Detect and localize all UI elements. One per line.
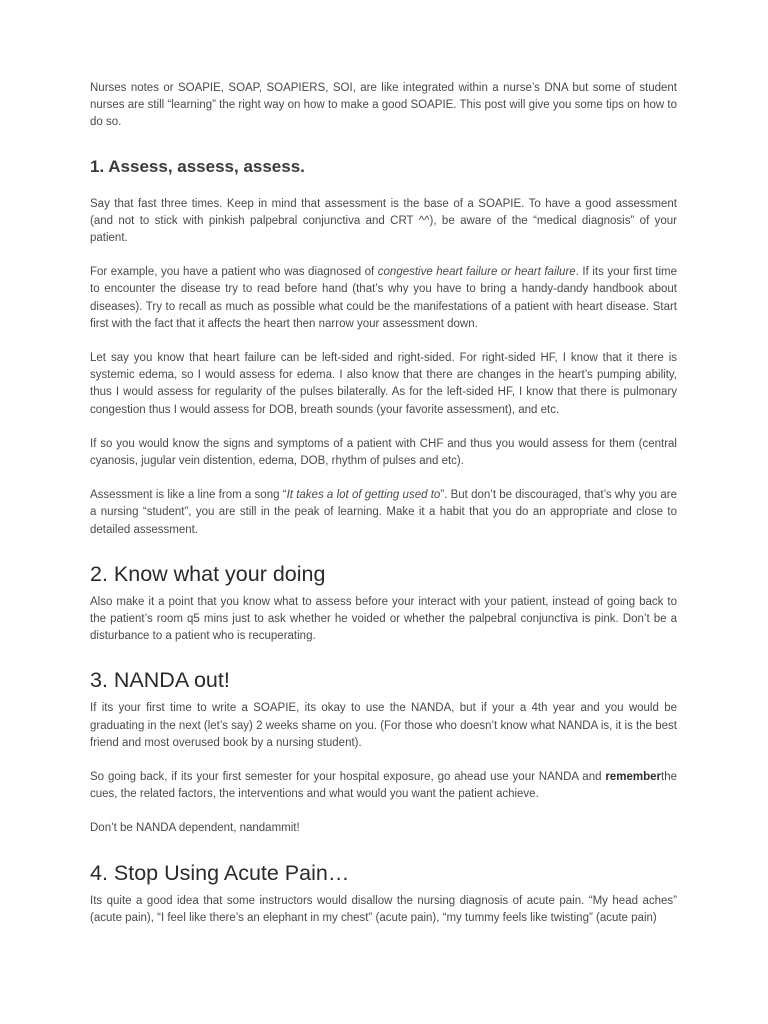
text-run: For example, you have a patient who was diagnosed of	[90, 266, 378, 279]
section-3-paragraph-3: Don’t be NANDA dependent, nandammit!	[90, 822, 300, 835]
section-4-heading: 4. Stop Using Acute Pain…	[90, 860, 350, 885]
intro-paragraph: Nurses notes or SOAPIE, SOAP, SOAPIERS, SOI, are like integrated within a nurse’s DNA but some of student nurses are still “learning” the right way on how to make a good SOAPIE. This post will give you some tips on how to do so.	[90, 82, 677, 129]
section-3-heading: 3. NANDA out!	[90, 668, 230, 693]
section-1-paragraph-4: If so you would know the signs and symptoms of a patient with CHF and thus you would assess for them (central cyanosis, jugular vein distention, edema, DOB, rhythm of pulses and etc).	[90, 437, 677, 468]
section-3-paragraph-1: If its your first time to write a SOAPIE, its okay to use the NANDA, but if your a 4th year and you would be graduating in the next (let’s say) 2 weeks shame on you. (For those who doesn’t know what NANDA is, it is the best friend and most overused book by a nursing student).	[90, 702, 677, 749]
section-2-heading: 2. Know what your doing	[90, 561, 326, 586]
section-1-paragraph-1: Say that fast three times. Keep in mind that assessment is the base of a SOAPIE. To have a good assessment (and not to stick with pinkish palpebral conjunctiva and CRT ^^), be aware of the “medical diagnosis” of your patient.	[90, 197, 677, 245]
text-run: . If its your first time to encounter the disease try to read before hand (that’s why you have to bring a handy-dandy handbook about diseases). Try to recall as much as possible what could be the manifestations of a patient with heart disease. Start first with the fact that it affects the heart then narrow your assessment down.	[90, 266, 678, 330]
text-run: the cues, the related factors, the interventions and what would you want the patient achieve.	[90, 771, 677, 801]
italic-text: It takes a lot of getting used to	[286, 489, 441, 502]
section-1-paragraph-3: Let say you know that heart failure can be left-sided and right-sided. For right-sided HF, I know that it there is systemic edema, so I would assess for edema. I also know that there are changes in the heart’s pumping ability, thus I would assess for regularity of the pulses bilaterally. As for the left-sided HF, I know that there is pulmonary congestion thus I would assess for DOB, breath sounds (your favorite assessment), and etc.	[90, 352, 677, 416]
section-2-paragraph-1: Also make it a point that you know what to assess before your interact with your patient, instead of going back to the patient’s room q5 mins just to ask whether he voided or whether the palpebral conjunctiva is pink. Don’t be a disturbance to a patient who is recuperating.	[90, 595, 677, 643]
bold-text: remember	[605, 771, 661, 784]
section-1-paragraph-5	[90, 487, 677, 539]
article-body	[90, 80, 677, 927]
text-run: So going back, if its your first semester for your hospital exposure, go ahead use your NANDA and	[90, 771, 606, 784]
section-1-paragraph-2	[90, 264, 677, 333]
italic-text: congestive heart failure or heart failure	[377, 266, 576, 279]
text-run: ”. But don’t be discouraged, that’s why you are a nursing “student”, you are still in the peak of learning. Make it a habit that you do an appropriate and close to detailed assessment.	[90, 489, 677, 536]
text-run: Assessment is like a line from a song “	[90, 489, 287, 502]
section-3-paragraph-2	[90, 769, 677, 803]
section-1-heading: 1. Assess, assess, assess.	[90, 156, 305, 176]
section-4-paragraph-1: Its quite a good idea that some instructors would disallow the nursing diagnosis of acute pain. “My head aches” (acute pain), “I feel like there’s an elephant in my chest” (acute pain), “my tummy feels like twisting” (acute pain)	[90, 894, 677, 924]
